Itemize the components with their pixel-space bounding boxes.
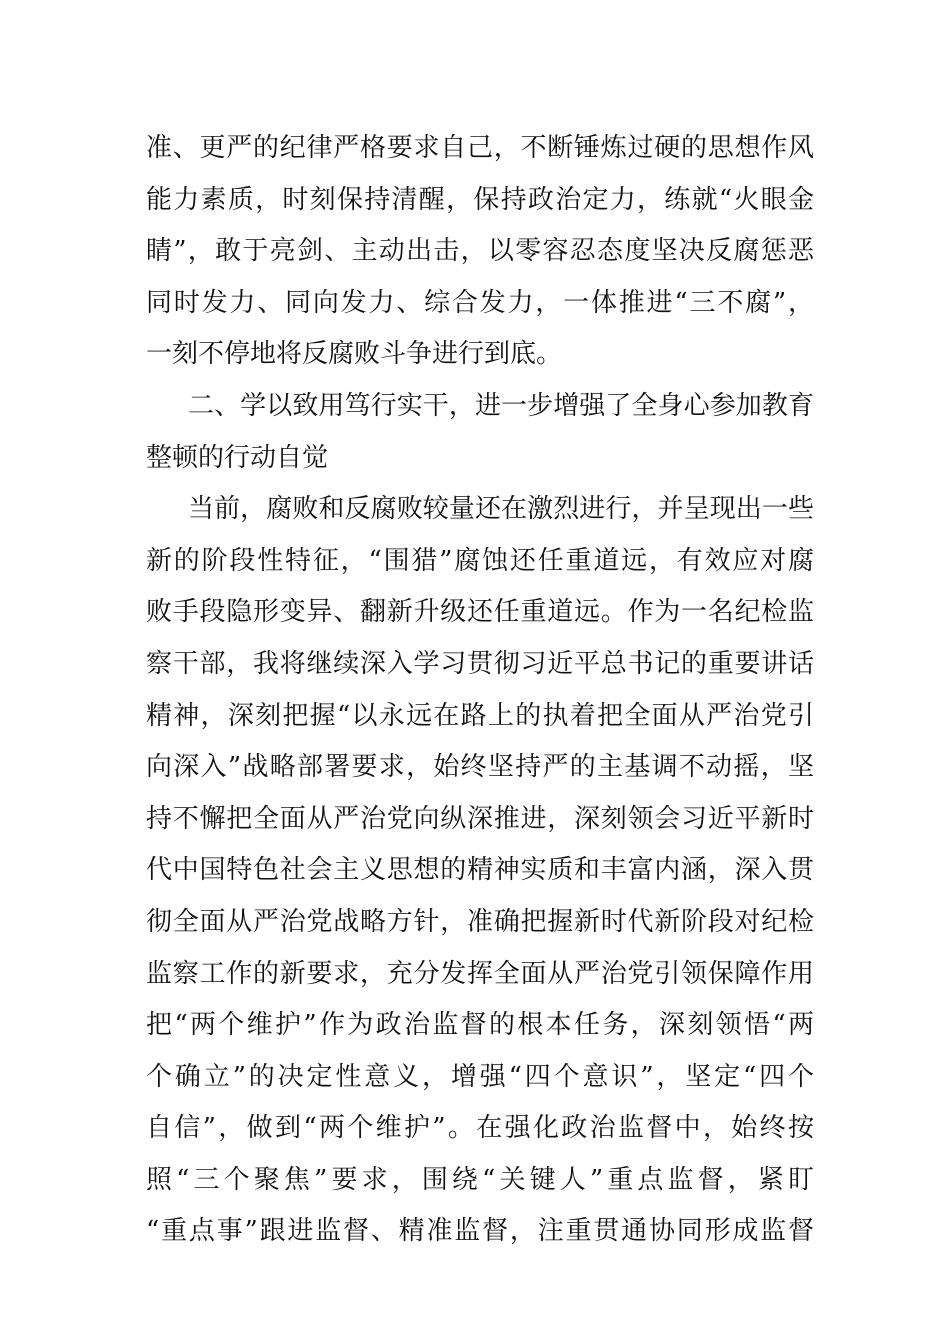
text-line: “重点事”跟进监督、精准监督，注重贯通协同形成监督 [146,1216,814,1247]
text-line: 自信”，做到“两个维护”。在强化政治监督中，始终按 [146,1113,814,1144]
body-text [146,123,814,1258]
text-line: 照“三个聚焦”要求，围绕“关键人”重点监督，紧盯 [146,1164,814,1195]
text-line: 睛”，敢于亮剑、主动出击，以零容忍态度坚决反腐惩恶 [146,236,814,267]
text-line: 彻全面从严治党战略方针，准确把握新时代新阶段对纪检 [146,906,814,937]
text-line: 新的阶段性特征，“围猎”腐蚀还任重道远，有效应对腐 [146,545,814,576]
section-heading-line: 二、学以致用笃行实干，进一步增强了全身心参加教育 [188,390,814,421]
text-line: 监察工作的新要求，充分发挥全面从严治党引领保障作用 [146,958,814,989]
text-line: 向深入”战略部署要求，始终坚持严的主基调不动摇，坚 [146,752,814,783]
text-line: 能力素质，时刻保持清醒，保持政治定力，练就“火眼金 [146,184,814,215]
text-line: 个确立”的决定性意义，增强“四个意识”，坚定“四个 [146,1061,814,1092]
text-line: 败手段隐形变异、翻新升级还任重道远。作为一名纪检监 [146,597,814,628]
text-line: 准、更严的纪律严格要求自己，不断锤炼过硬的思想作风 [146,133,814,163]
text-line: 精神，深刻把握“以永远在路上的执着把全面从严治党引 [146,700,814,731]
text-line: 代中国特色社会主义思想的精神实质和丰富内涵，深入贯 [146,855,814,886]
text-line: 一刻不停地将反腐败斗争进行到底。 [146,339,563,370]
text-line: 当前，腐败和反腐败较量还在激烈进行，并呈现出一些 [188,494,814,525]
text-line: 察干部，我将继续深入学习贯彻习近平总书记的重要讲话 [146,648,814,679]
text-line: 把“两个维护”作为政治监督的根本任务，深刻领悟“两 [146,1010,814,1041]
section-heading-line: 整顿的行动自觉 [146,442,329,473]
text-line: 同时发力、同向发力、综合发力，一体推进“三不腐”， [146,287,814,318]
text-line: 持不懈把全面从严治党向纵深推进，深刻领会习近平新时 [146,803,814,834]
